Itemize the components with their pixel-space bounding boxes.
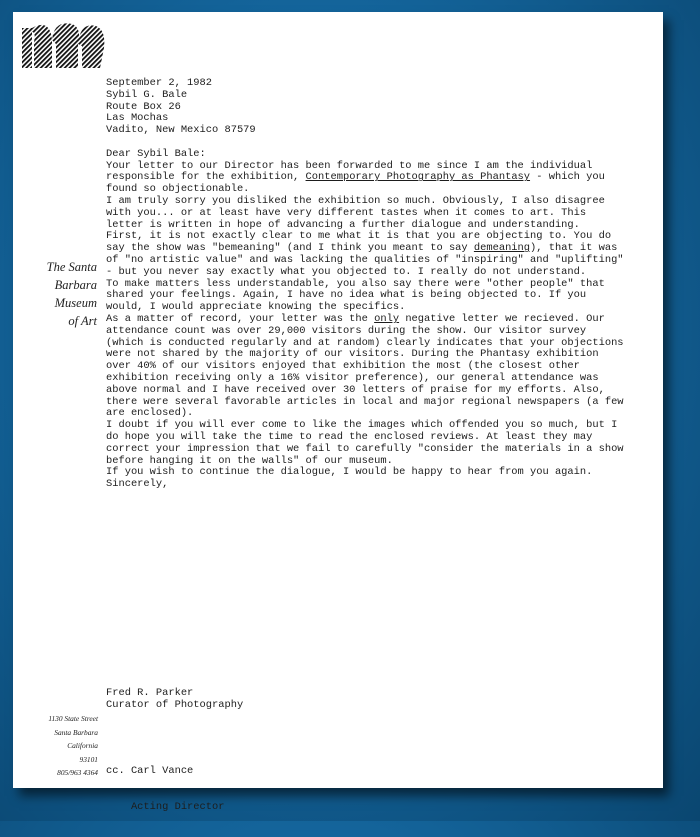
text: negative letter we recieved. Our attendance count was over 29,000 visitors during the show. Our visitor survey (which is conducted regularly and at random) clearly indicates that your objections were not shared by the majority of our visitors. During the Phantasy exhibition over 40% of our visitors enjoyed that exhibition the most (the closest other exhibition receiving only a 16% visitor preference), our general attendance was above normal and I have received over 30 letters of praise for my efforts. Also, there were several favorable articles in local and major regional newspapers (a few are enclosed). [106, 312, 624, 420]
museum-logo-icon [22, 18, 108, 72]
text: - which you found so objectionable. [106, 171, 605, 196]
paragraph-7: If you wish to continue the dialogue, I would be happy to hear from you again. [106, 466, 593, 479]
paragraph-5 [106, 314, 626, 420]
cc-block [106, 741, 224, 837]
museum-name-line: Museum [54, 296, 97, 310]
letter-date: September 2, 1982 [106, 77, 213, 89]
recipient-line: Route Box 26 [106, 100, 181, 113]
museum-name-line: The Santa [46, 260, 97, 274]
paragraph-4: To make matters less understandable, you also say there were "other people" that shared your feelings. Again, I have no idea what is being objected to. If you would, I would appreciate knowing the specifics. [106, 277, 605, 314]
museum-name-line: Barbara [54, 278, 97, 292]
text: As a matter of record, your letter was the [106, 312, 375, 325]
museum-name [39, 258, 97, 330]
cc-line: cc. Carl Vance [106, 765, 194, 777]
address-line: California [67, 741, 98, 751]
address-line: Santa Barbara [54, 727, 98, 737]
recipient-line: Vadito, New Mexico 87579 [106, 124, 256, 137]
signer-name: Fred R. Parker [106, 687, 194, 699]
museum-name-line: of Art [68, 314, 97, 328]
letter-page [13, 12, 663, 813]
recipient-line: Las Mochas [106, 112, 169, 125]
museum-address [21, 712, 98, 780]
recipient-address [106, 90, 626, 137]
closing: Sincerely, [106, 478, 169, 491]
paragraph-1 [106, 161, 626, 196]
salutation: Dear Sybil Bale: [106, 147, 206, 160]
paragraph-2: I am truly sorry you disliked the exhibition so much. Obviously, I also disagree with you... or at least have very different tastes when it comes to art. This letter is written in hope of advancing a further dialogue and understanding. [106, 194, 605, 231]
cc-title: Acting Director [106, 801, 225, 813]
address-line: 1130 State Street [48, 714, 98, 723]
recipient-line: Sybil G. Bale [106, 88, 188, 101]
letter-body [106, 78, 626, 491]
exhibition-title: Contemporary Photography as Phantasy [305, 171, 531, 184]
address-line: 93101 [79, 754, 98, 764]
underlined-word: only [374, 312, 400, 325]
text: First, it is not exactly clear to me what it is that you are objecting to. You do say the show was "bemeaning" (and I think you meant to say [106, 230, 612, 255]
text: ), that it was of "no artistic value" and was lacking the qualities of "inspiring" and "uplifting" - but you never say exactly what you objected to. I really do not understand. [106, 242, 624, 278]
signature-block [106, 687, 243, 711]
underlined-word: demeaning [473, 242, 531, 255]
signer-title: Curator of Photography [106, 699, 244, 711]
paragraph-6: I doubt if you will ever come to like the images which offended you so much, but I do hope you will take the time to read the enclosed reviews. At least they may correct your impression that we fail to carefully "consider the materials in a show before hanging it on the walls" of our museum. [106, 419, 624, 467]
text: Your letter to our Director has been forwarded to me since I am the individual responsible for the exhibition, [106, 159, 593, 184]
address-line: 805/963 4364 [57, 768, 98, 778]
paragraph-3 [106, 231, 626, 278]
